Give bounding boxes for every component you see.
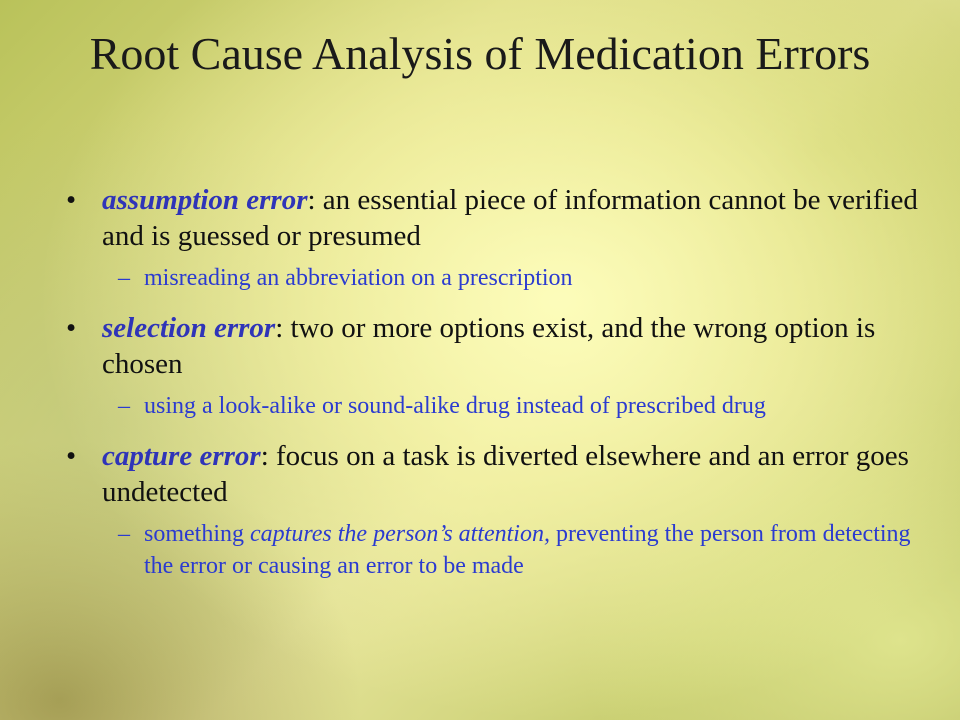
sub-item-assumption-example	[66, 262, 926, 294]
sub-dash: –	[118, 265, 130, 291]
sub-item-selection-example	[66, 390, 926, 422]
bullet-dot: •	[66, 440, 77, 472]
bullet-term: assumption error	[102, 184, 308, 216]
bullet-term: capture error	[102, 440, 261, 472]
bullet-text: : an essential piece of information cannot be verified and is guessed or presumed	[102, 184, 918, 252]
sub-dash: –	[118, 521, 130, 547]
bullet-list	[66, 182, 926, 598]
bullet-item-assumption-error	[66, 182, 926, 254]
bullet-dot: •	[66, 312, 77, 344]
bullet-text: : focus on a task is diverted elsewhere and an error goes undetected	[102, 440, 909, 508]
sub-dash: –	[118, 393, 130, 419]
bullet-dot: •	[66, 184, 77, 216]
sub-text-start: something	[144, 521, 250, 547]
bullet-item-capture-error	[66, 438, 926, 510]
bullet-term: selection error	[102, 312, 276, 344]
bullet-text: : two or more options exist, and the wrong option is chosen	[102, 312, 876, 380]
bullet-item-selection-error	[66, 310, 926, 382]
sub-text-italic: captures the person’s attention,	[250, 521, 550, 547]
sub-item-capture-example	[66, 518, 926, 582]
sub-text-end: preventing the person from detecting the error or causing an error to be made	[144, 521, 911, 579]
sub-text: using a look-alike or sound-alike drug instead of prescribed drug	[144, 393, 766, 419]
sub-text: misreading an abbreviation on a prescription	[144, 265, 573, 291]
slide-title: Root Cause Analysis of Medication Errors	[89, 28, 871, 79]
